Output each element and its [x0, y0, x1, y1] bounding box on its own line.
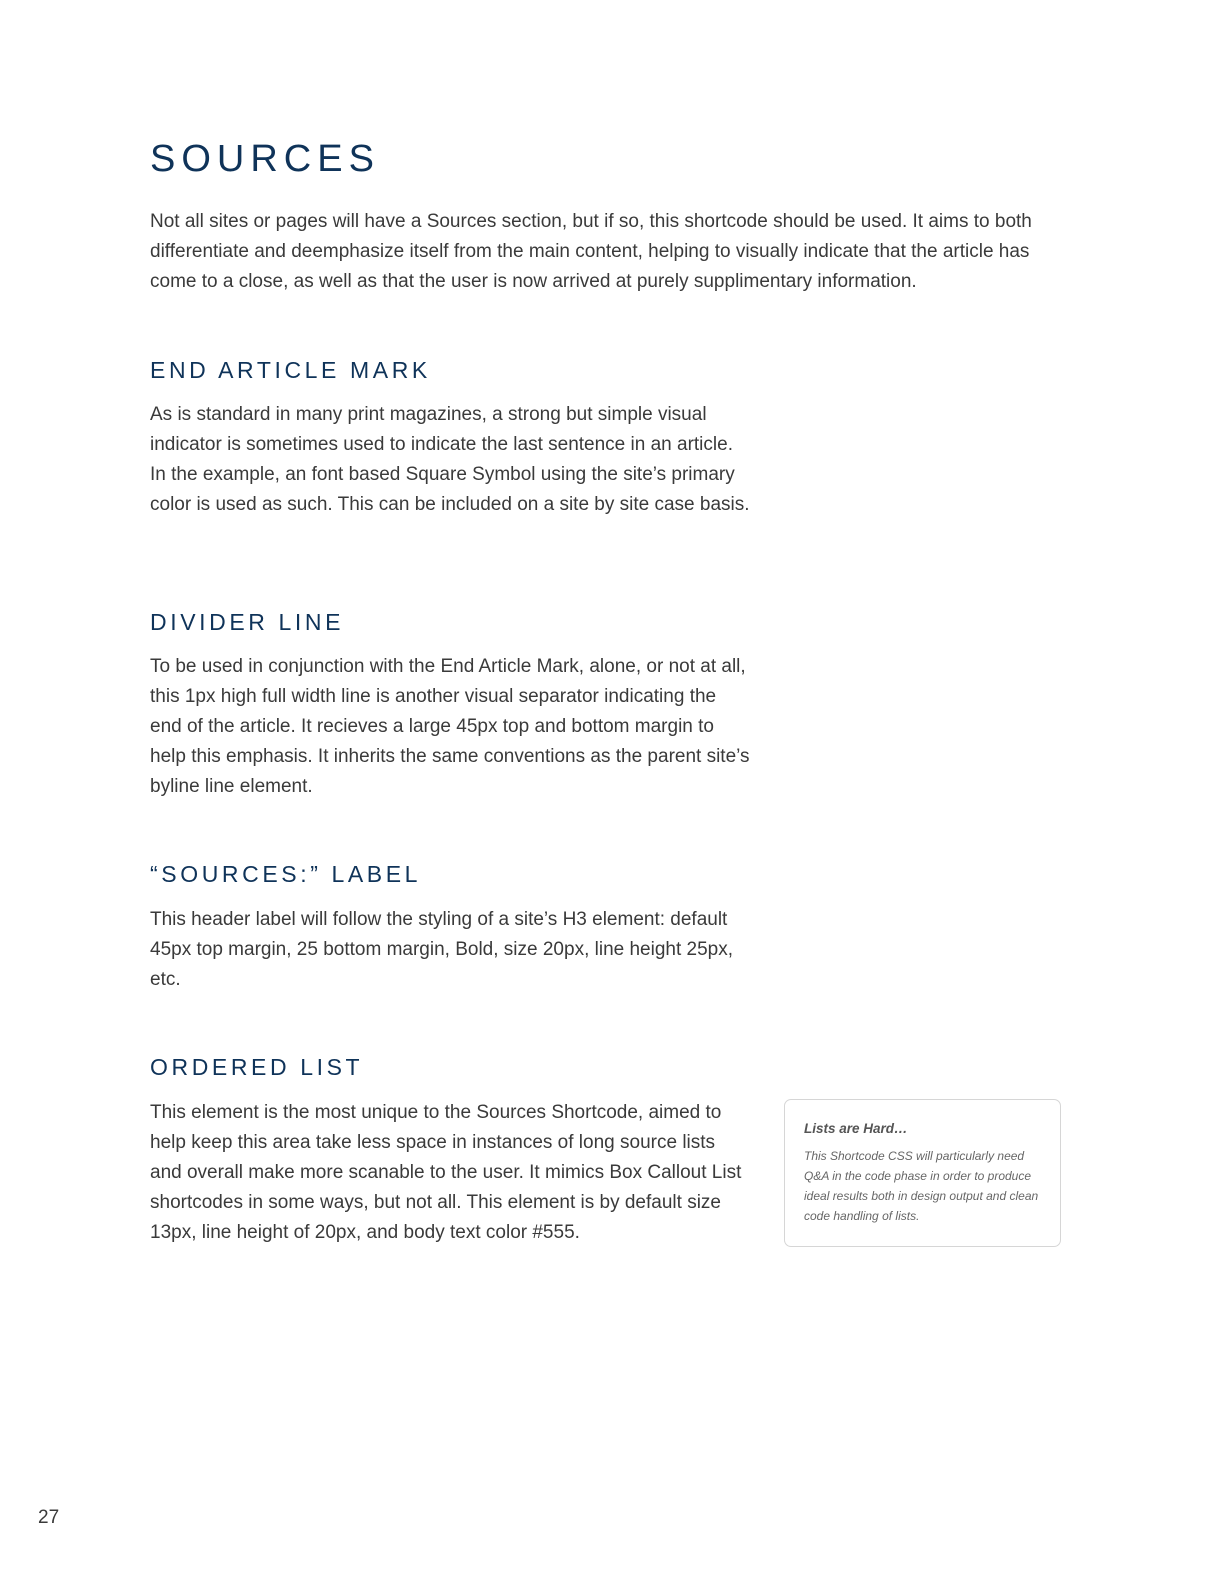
section-heading-divider-line: DIVIDER LINE [150, 609, 345, 635]
section-body-end-article-mark: As is standard in many print magazines, a strong but simple visual indicator is sometimes used to indicate the last sentence in an article. In the example, an font based Square Symbol using the site’s primary color is used as such. This can be included on a site by site case basis. [150, 404, 750, 515]
page-title: SOURCES [150, 138, 380, 180]
callout-title: Lists are Hard… [804, 1121, 908, 1136]
section-body-sources-label: This header label will follow the styling of a site’s H3 element: default 45px top margin, 25 bottom margin, Bold, size 20px, line height 25px, etc. [150, 909, 734, 990]
page-number: 27 [38, 1507, 60, 1528]
section-heading-sources-label: “SOURCES:” LABEL [150, 861, 422, 887]
section-body-ordered-list: This element is the most unique to the Sources Shortcode, aimed to help keep this area take less space in instances of long source lists and overall make more scanable to the user. It mimics Box Callout List shortcodes in some ways, but not all. This element is by default size 13px, line height of 20px, and body text color #555. [150, 1102, 742, 1243]
section-body-divider-line: To be used in conjunction with the End Article Mark, alone, or not at all, this 1px high full width line is another visual separator indicating the end of the article. It recieves a large 45px top and bottom margin to help this emphasis. It inherits the same conventions as the parent site’s byline line element. [150, 656, 750, 797]
section-heading-ordered-list: ORDERED LIST [150, 1054, 364, 1080]
callout-body: This Shortcode CSS will particularly need Q&A in the code phase in order to produce ideal results both in design output and clean code handling of lists. [804, 1149, 1039, 1223]
callout-box [784, 1099, 1061, 1247]
section-heading-end-article-mark: END ARTICLE MARK [150, 357, 431, 383]
intro-paragraph: Not all sites or pages will have a Sources section, but if so, this shortcode should be used. It aims to both differentiate and deemphasize itself from the main content, helping to visually indicate that the article has come to a close, as well as that the user is now arrived at purely supplimentary information. [150, 211, 1032, 292]
